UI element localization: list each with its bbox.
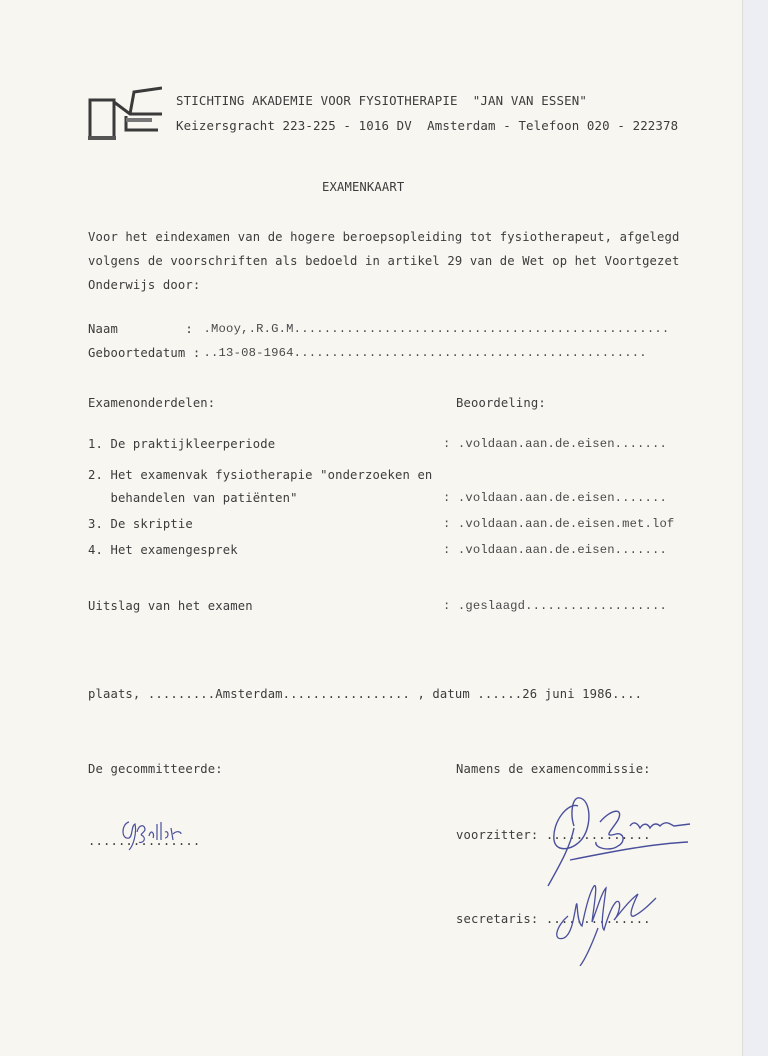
birthdate-field: ..13-08-1964............................................... (196, 346, 647, 360)
document-title: EXAMENKAART (322, 180, 405, 194)
committee-member-signature-line: ............... (88, 834, 201, 848)
institution-name: STICHTING AKADEMIE VOOR FYSIOTHERAPIE "JAN VAN ESSEN" (176, 93, 587, 108)
result-label: Uitslag van het examen (88, 599, 253, 613)
birthdate-label: Geboortedatum : (88, 346, 201, 360)
grade-header: Beoordeling: (456, 396, 546, 410)
place-date-line: plaats, .........Amsterdam................. , datum ......26 juni 1986.... (88, 687, 643, 701)
result-value: : .geslaagd................... (443, 599, 667, 613)
exam-parts-header: Examenonderdelen: (88, 396, 216, 410)
chair-signature-line: voorzitter: .............. (456, 828, 651, 842)
intro-line-2: volgens de voorschriften als bedoeld in artikel 29 van de Wet op het Voortgezet (88, 254, 680, 268)
exam-item-1-label: 1. De praktijkleerperiode (88, 437, 276, 451)
intro-line-1: Voor het eindexamen van de hogere beroepsopleiding tot fysiotherapeut, afgelegd (88, 230, 680, 244)
committee-member-label: De gecommitteerde: (88, 762, 223, 776)
committee-member-signature (115, 812, 225, 852)
name-field: .Mooy,.R.G.M.................................................. (196, 322, 670, 336)
secretary-signature (542, 866, 672, 966)
name-label: Naam : (88, 322, 193, 336)
exam-item-2-label-cont: behandelen van patiënten" (88, 491, 298, 505)
exam-item-3-grade: : .voldaan.aan.de.eisen.met.lof (443, 517, 675, 531)
academy-logo-icon (86, 86, 162, 144)
exam-item-2-label: 2. Het examenvak fysiotherapie "onderzoeken en (88, 468, 433, 482)
exam-item-1-grade: : .voldaan.aan.de.eisen....... (443, 437, 667, 451)
commission-label: Namens de examencommissie: (456, 762, 651, 776)
exam-item-4-label: 4. Het examengesprek (88, 543, 238, 557)
exam-item-4-grade: : .voldaan.aan.de.eisen....... (443, 543, 667, 557)
exam-item-2-grade: : .voldaan.aan.de.eisen....... (443, 491, 667, 505)
page-edge (742, 0, 768, 1056)
intro-line-3: Onderwijs door: (88, 278, 201, 292)
secretary-signature-line: secretaris: .............. (456, 912, 651, 926)
institution-address: Keizersgracht 223-225 - 1016 DV Amsterdam - Telefoon 020 - 222378 (176, 118, 679, 133)
exam-item-3-label: 3. De skriptie (88, 517, 193, 531)
